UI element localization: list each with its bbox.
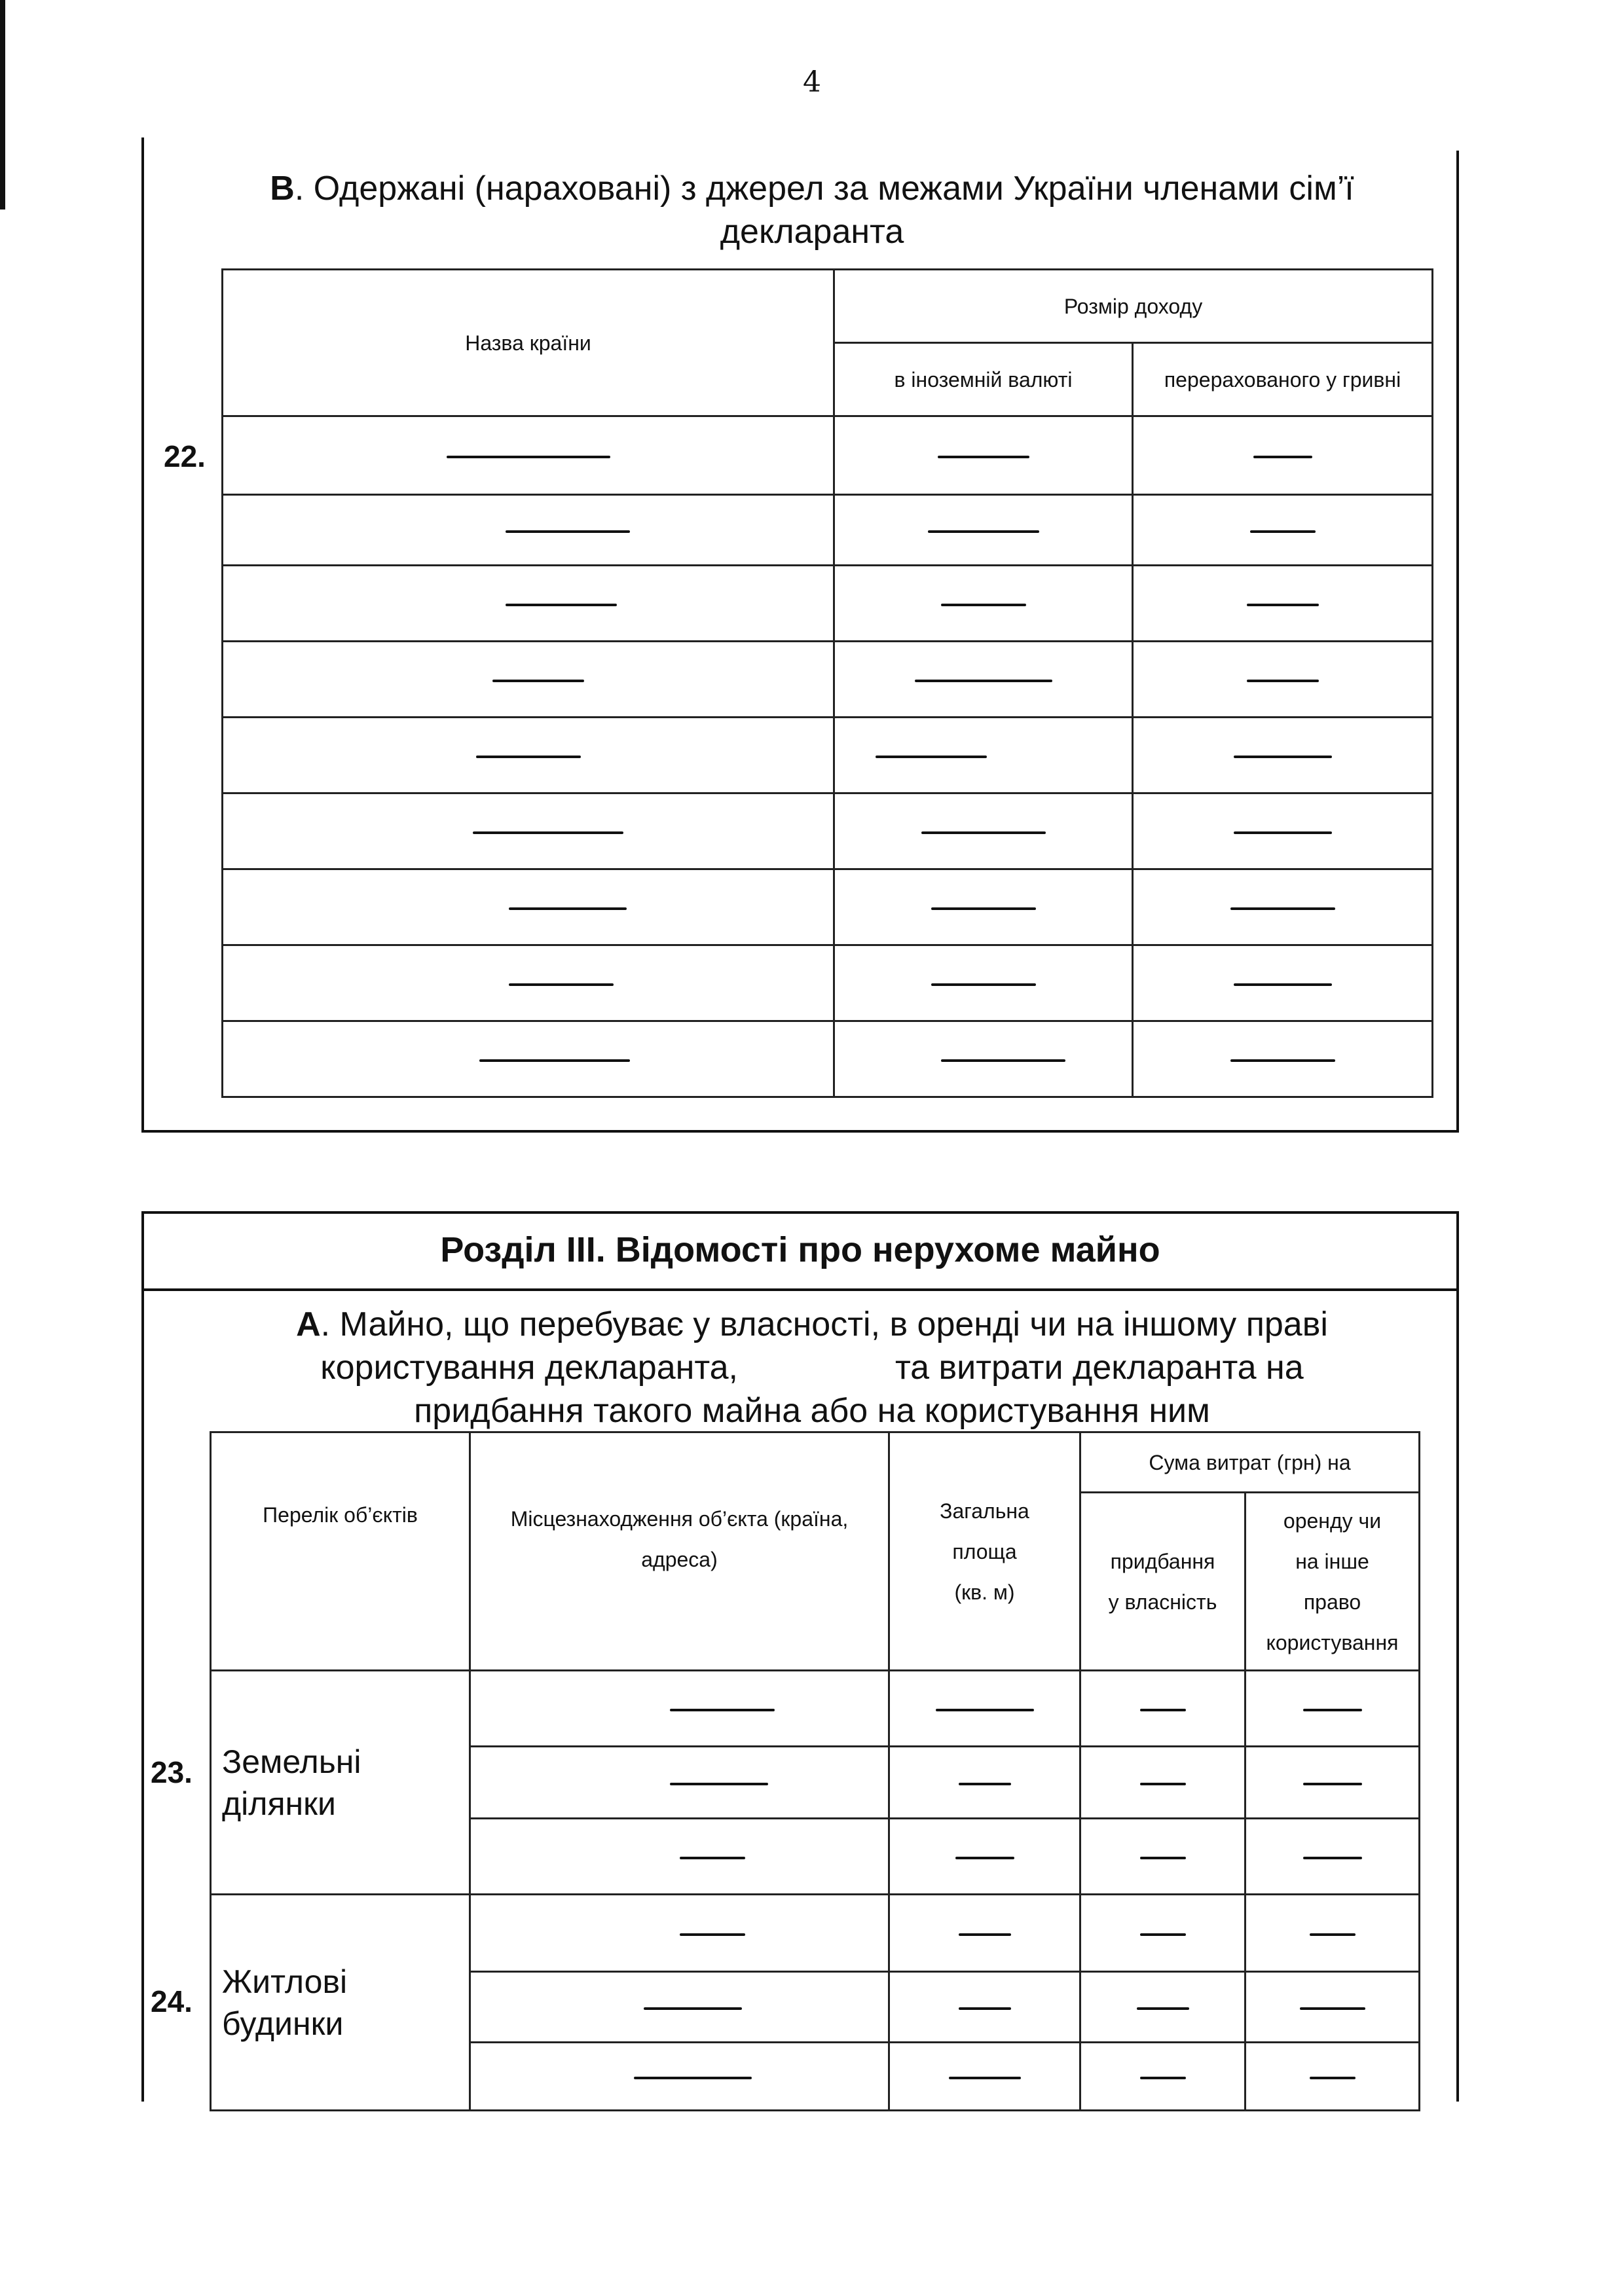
row23-label-2: ділянки (222, 1785, 336, 1822)
empty-dash (680, 1857, 745, 1859)
empty-dash (1140, 2077, 1186, 2079)
header-rent (1246, 1493, 1420, 1671)
empty-dash (921, 831, 1046, 834)
header-location: Місцезнаходження об’єкта (країна, адреса) (470, 1432, 889, 1671)
table-row (223, 495, 1433, 566)
empty-dash (959, 1933, 1011, 1936)
table-row (223, 566, 1433, 642)
section-iii-title-line2: користування декларанта, (320, 1349, 738, 1387)
header-area-1: Загальна (940, 1499, 1029, 1523)
foreign-income-table (221, 268, 1433, 1098)
empty-dash (931, 907, 1036, 910)
table-row (223, 869, 1433, 945)
header-area-3: (кв. м) (954, 1580, 1015, 1604)
empty-dash (1140, 1709, 1186, 1711)
row23-label (211, 1671, 470, 1895)
empty-dash (670, 1709, 775, 1711)
header-buy-1: придбання (1110, 1549, 1215, 1573)
empty-dash (634, 2077, 752, 2079)
header-buy-2: у власність (1108, 1590, 1217, 1614)
row24-label (211, 1895, 470, 2111)
empty-dash (476, 756, 581, 758)
empty-dash (1247, 680, 1319, 682)
empty-dash (1303, 1783, 1362, 1785)
row-number-22: 22. (164, 439, 206, 473)
header-objects: Перелік об’єктів (211, 1432, 470, 1671)
frame-bottom-v (141, 1130, 1459, 1133)
empty-dash (506, 604, 617, 606)
frame-left-v (141, 137, 144, 1133)
section-v-title-line2: декларанта (720, 213, 904, 251)
header-area (889, 1432, 1080, 1671)
empty-dash (936, 1709, 1034, 1711)
table-row (211, 1671, 1420, 1747)
empty-dash (1247, 604, 1319, 606)
empty-dash (949, 2077, 1021, 2079)
empty-dash (1234, 756, 1332, 758)
empty-dash (959, 2007, 1011, 2010)
header-rent-1: оренду чи (1283, 1508, 1382, 1533)
empty-dash (644, 2007, 742, 2010)
empty-dash (1230, 907, 1335, 910)
empty-dash (1140, 1933, 1186, 1936)
real-estate-table (210, 1431, 1420, 2111)
header-foreign-currency: в іноземній валюті (834, 343, 1133, 416)
section-iii-title-line3: придбання такого майна або на користування ним (414, 1392, 1210, 1430)
empty-dash (928, 530, 1039, 533)
header-rent-2: на інше (1295, 1549, 1369, 1573)
page-number: 4 (803, 65, 821, 99)
frame-right-v (1456, 151, 1459, 1133)
header-buy (1080, 1493, 1246, 1671)
table-row (223, 718, 1433, 793)
header-sum: Сума витрат (грн) на (1080, 1432, 1420, 1493)
empty-dash (1230, 1059, 1335, 1062)
empty-dash (1137, 2007, 1189, 2010)
empty-dash (509, 983, 614, 986)
header-rent-4: користування (1266, 1630, 1399, 1654)
empty-dash (509, 907, 627, 910)
empty-dash (959, 1783, 1011, 1785)
empty-dash (492, 680, 584, 682)
empty-dash (915, 680, 1052, 682)
scan-edge-mark (0, 0, 5, 210)
frame-top-iii (141, 1211, 1459, 1214)
empty-dash (1310, 2077, 1356, 2079)
empty-dash (479, 1059, 630, 1062)
header-income: Розмір доходу (834, 270, 1433, 343)
section-iii-title-line1: . Майно, що перебуває у власності, в оренді чи на іншому праві (320, 1305, 1328, 1343)
header-rent-3: право (1303, 1590, 1361, 1614)
empty-dash (1234, 831, 1332, 834)
row-number-23: 23. (151, 1755, 193, 1789)
row-number-24: 24. (151, 1984, 193, 2018)
header-country: Назва країни (223, 270, 834, 416)
empty-dash (1300, 2007, 1365, 2010)
empty-dash (1234, 983, 1332, 986)
empty-dash (931, 983, 1036, 986)
empty-dash (670, 1783, 768, 1785)
section-iii-heading: Розділ III. Відомості про нерухоме майно (440, 1230, 1160, 1269)
row24-label-2: будинки (222, 2005, 344, 2042)
empty-dash (1310, 1933, 1356, 1936)
frame-left-iii (141, 1211, 144, 2102)
empty-dash (1140, 1857, 1186, 1859)
header-area-2: площа (952, 1539, 1017, 1563)
empty-dash (941, 604, 1026, 606)
empty-dash (506, 530, 630, 533)
empty-dash (1303, 1857, 1362, 1859)
frame-heading-divider (141, 1288, 1459, 1291)
frame-right-iii (1456, 1211, 1459, 2102)
table-row (223, 1021, 1433, 1097)
empty-dash (473, 831, 623, 834)
table-row (223, 642, 1433, 718)
empty-dash (876, 756, 987, 758)
table-row (211, 1895, 1420, 1972)
empty-dash (447, 456, 610, 458)
table-row (223, 945, 1433, 1021)
empty-dash (1140, 1783, 1186, 1785)
empty-dash (680, 1933, 745, 1936)
table-row (223, 793, 1433, 869)
row23-label-1: Земельні (222, 1743, 361, 1780)
section-iii-letter: А (296, 1305, 321, 1343)
empty-dash (1250, 530, 1316, 533)
empty-dash (1303, 1709, 1362, 1711)
empty-dash (938, 456, 1029, 458)
header-uah: перерахованого у гривні (1133, 343, 1433, 416)
section-iii-title-line2b: та витрати декларанта на (895, 1349, 1304, 1387)
section-iii-title (196, 1303, 1428, 1432)
section-v-title-line1: . Одержані (нараховані) з джерел за межами України членами сім’ї (294, 170, 1354, 208)
empty-dash (955, 1857, 1014, 1859)
section-v-letter: В (270, 170, 295, 208)
empty-dash (1253, 456, 1312, 458)
table-row (223, 416, 1433, 495)
empty-dash (941, 1059, 1065, 1062)
row24-label-1: Житлові (222, 1963, 348, 2000)
section-v-title (196, 167, 1428, 253)
